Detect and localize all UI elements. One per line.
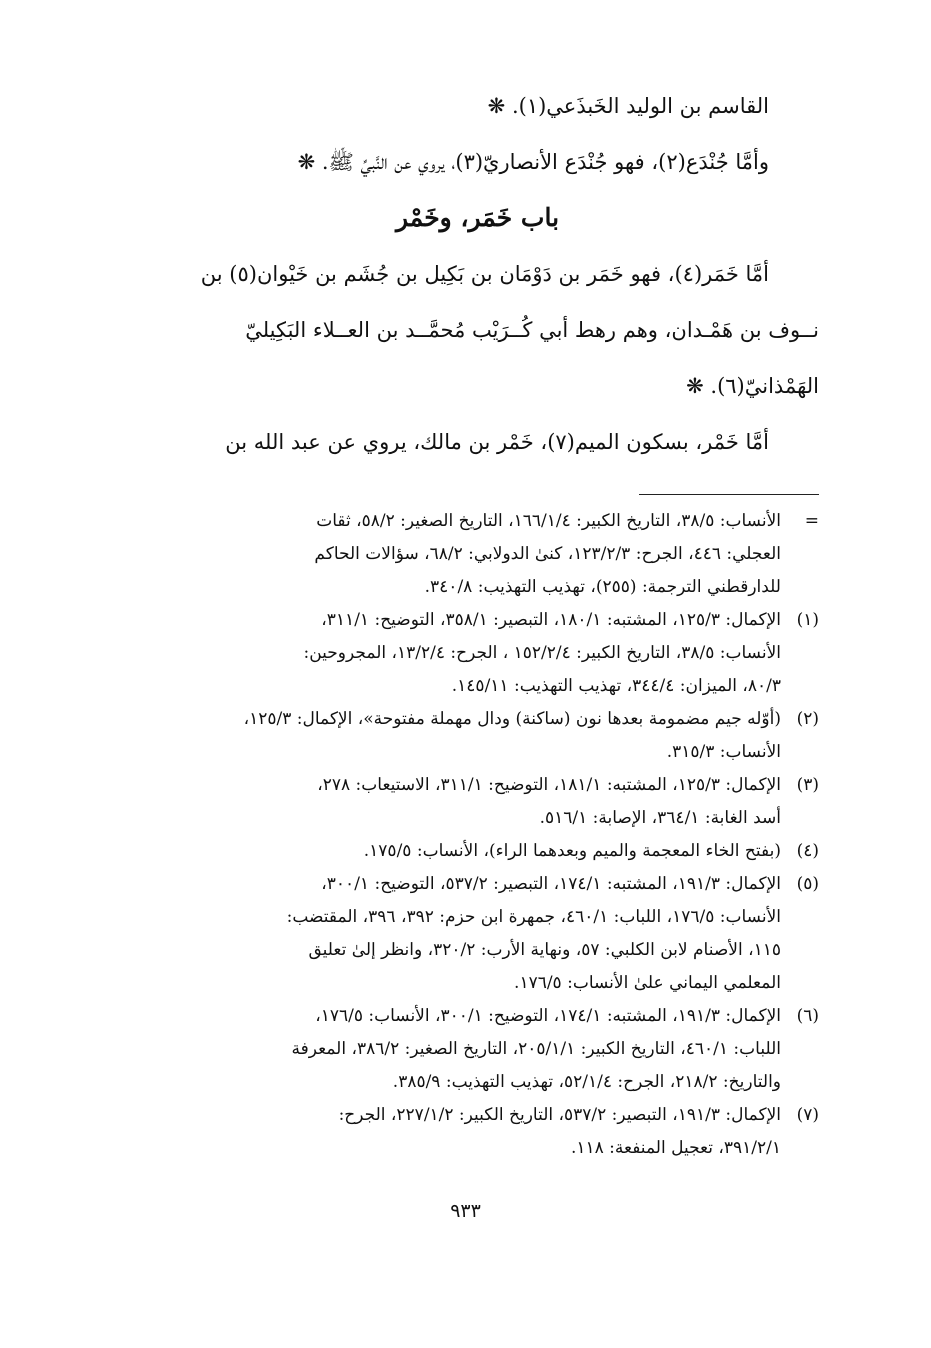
- footnote: [136, 505, 819, 604]
- text-line: أمَّا خَمْر، بسكون الميم(٧)، خَمْر بن مالك، يروي عن عبد الله بن: [225, 430, 769, 454]
- page-number: ٩٣٣: [450, 1200, 481, 1222]
- footnote-line: (بفتح الخاء المعجمة والميم وبعدهما الراء)، الأنساب: ١٧٥/٥.: [363, 841, 781, 861]
- footnote-line: والتاريخ: ٢١٨/٢، الجرح: ٥٢/١/٤، تهذيب التهذيب: ٣٨٥/٩.: [392, 1072, 781, 1092]
- footnote-line: الإكمال: ١٩١/٣، المشتبه: ١٧٤/١، التوضيح: ٣٠٠/١، الأنساب: ١٧٦/٥،: [315, 1006, 781, 1026]
- footnote: [136, 703, 819, 769]
- text-line: وأمَّا جُنْدَع(٢)، فهو جُنْدَع الأنصاريّ(٣)، يروي عن النَّبيِّ ﷺ. ❋: [297, 150, 769, 174]
- footnote-line: المعلمي اليماني علىٰ الأنساب: ١٧٦/٥.: [514, 973, 781, 993]
- footnote-number: =: [804, 511, 819, 531]
- footnote: [136, 769, 819, 835]
- footnote-line: ٨٠/٣، الميزان: ٣٤٤/٤، تهذيب التهذيب: ١٤٥/١١.: [451, 676, 781, 696]
- main-text: [136, 78, 819, 470]
- footnote-line: اللباب: ٤٦٠/١، التاريخ الكبير: ٢٠٥/١/١، التاريخ الصغير: ٣٨٦/٢، المعرفة: [291, 1039, 781, 1059]
- footnote-line: الإكمال: ١٩١/٣، التبصير: ٥٣٧/٢، التاريخ الكبير: ٢٢٧/١/٢، الجرح:: [338, 1105, 781, 1125]
- footnote-line: الأنساب: ٣٨/٥، التاريخ الكبير: ١٥٢/٢/٤ ، الجرح: ١٣/٢/٤، المجروحين:: [303, 643, 781, 663]
- footnote: [136, 1000, 819, 1099]
- footnote-line: للدارقطني الترجمة: (٢٥٥)، تهذيب التهذيب: ٣٤٠/٨.: [424, 577, 781, 597]
- footnote-number: (٤): [796, 841, 819, 861]
- footnote-line: ٣٩١/٢/١، تعجيل المنفعة: ١١٨.: [570, 1138, 781, 1158]
- footnote: [136, 835, 819, 868]
- footnote-line: الإكمال: ١٢٥/٣، المشتبه: ١٨٠/١، التبصير: ٣٥٨/١، التوضيح: ٣١١/١،: [321, 610, 781, 630]
- footnote-number: (٣): [796, 775, 819, 795]
- footnote: [136, 1099, 819, 1165]
- footnote-line: ١١٥، الأصنام لابن الكلبي: ٥٧، ونهاية الأرب: ٣٢٠/٢، وانظر إلىٰ تعليق: [308, 940, 781, 960]
- footnote-number: (٢): [796, 709, 819, 729]
- footnote-line: الإكمال: ١٢٥/٣، المشتبه: ١٨١/١، التوضيح: ٣١١/١، الاستيعاب: ٢٧٨،: [317, 775, 781, 795]
- footnote-line: أسد الغابة: ٣٦٤/١، الإصابة: ٥١٦/١.: [539, 808, 781, 828]
- footnote-line: الأنساب: ٣٨/٥، التاريخ الكبير: ١٦٦/١/٤، التاريخ الصغير: ٥٨/٢، ثقات: [316, 511, 781, 531]
- text-line: نــوف بن هَمْـدان، وهم رهط أبي كُــرَيْب مُحمَّــد بن العــلاء البَكِيليّ: [245, 318, 819, 342]
- footnote: [136, 868, 819, 1000]
- chapter-heading: باب خَمَر، وخَمْر: [395, 203, 560, 232]
- text-line: القاسم بن الوليد الخَبذَعي(١). ❋: [487, 94, 769, 118]
- footnote-number: (١): [796, 610, 819, 630]
- footnote-line: (أوّله جيم مضمومة بعدها نون (ساكنة) ودال مهملة مفتوحة»، الإكمال: ١٢٥/٣،: [243, 709, 781, 729]
- footnote-number: (٦): [796, 1006, 819, 1026]
- footnote-number: (٧): [796, 1105, 819, 1125]
- footnote: [136, 604, 819, 703]
- text-line: أمَّا خَمَر(٤)، فهو خَمَر بن دَوْمَان بن بَكِيل بن جُشَم بن خَيْوان(٥) بن: [200, 262, 769, 286]
- text-line: الهَمْذانيّ(٦). ❋: [686, 374, 819, 398]
- footnote-line: العجلي: ٤٤٦، الجرح: ١٢٣/٢/٣، كنىٰ الدولابي: ٦٨/٢، سؤالات الحاكم: [314, 544, 781, 564]
- footnote-divider: [639, 494, 819, 495]
- footnote-line: الأنساب: ١٧٦/٥، اللباب: ٤٦٠/١، جمهرة ابن حزم: ٣٩٢، ٣٩٦، المقتضب:: [286, 907, 781, 927]
- footnote-line: الأنساب: ٣١٥/٣.: [666, 742, 781, 762]
- footnote-number: (٥): [796, 874, 819, 894]
- footnote-line: الإكمال: ١٩١/٣، المشتبه: ١٧٤/١، التبصير: ٥٣٧/٢، التوضيح: ٣٠٠/١،: [321, 874, 781, 894]
- footnotes: [136, 505, 819, 1165]
